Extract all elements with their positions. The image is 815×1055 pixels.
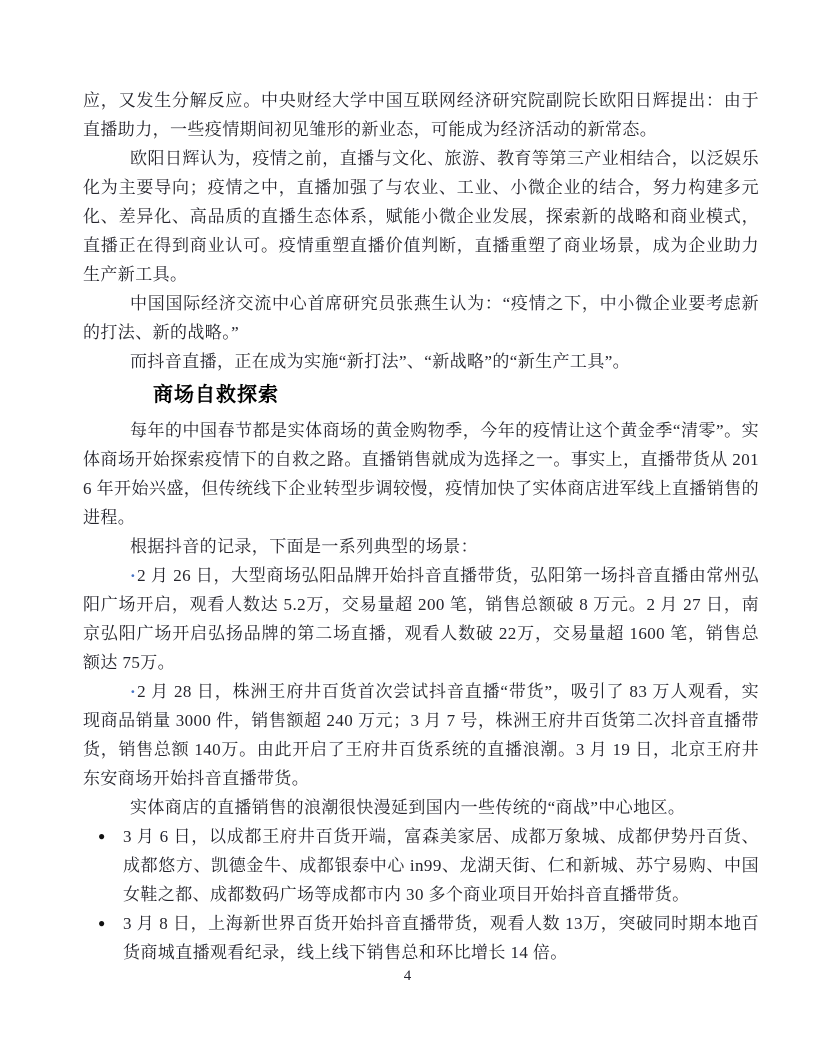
paragraph: 根据抖音的记录，下面是一系列典型的场景： (130, 537, 478, 556)
bullet-item (83, 677, 759, 793)
disc-bullet-icon: ● (98, 916, 106, 930)
bullet-text: 3 月 8 日，上海新世界百货开始抖音直播带货，观看人数 13万，突破同时期本地百货商城直播观看纪录，线上线下销售总和环比增长 14 倍。 (123, 914, 759, 962)
section-heading: 商场自救探索 (153, 384, 279, 406)
document-body (83, 86, 759, 967)
bullet-text: 2 月 28 日，株洲王府井百货首次尝试抖音直播“带货”，吸引了 83 万人观看，实现商品销量 3000 件，销售额超 240 万元；3 月 7 号，株洲王府井百货第二次抖音直播带货，销售总额 140万。由此开启了王府井百货系统的直播浪潮。3 月 19 日，北京王府井东安商场开始抖音直播带货。 (83, 682, 759, 788)
paragraph: 应，又发生分解反应。中央财经大学中国互联网经济研究院副院长欧阳日辉提出：由于直播助力，一些疫情期间初见雏形的新业态，可能成为经济活动的新常态。 (83, 91, 759, 139)
paragraph: 欧阳日辉认为，疫情之前，直播与文化、旅游、教育等第三产业相结合，以泛娱乐化为主要导向；疫情之中，直播加强了与农业、工业、小微企业的结合，努力构建多元化、差异化、高品质的直播生态体系，赋能小微企业发展，探索新的战略和商业模式，直播正在得到商业认可。疫情重塑直播价值判断，直播重塑了商业场景，成为企业助力生产新工具。 (83, 149, 759, 284)
paragraph: 而抖音直播，正在成为实施“新打法”、“新战略”的“新生产工具”。 (130, 352, 631, 371)
paragraph: 每年的中国春节都是实体商场的黄金购物季，今年的疫情让这个黄金季“清零”。实体商场开始探索疫情下的自救之路。直播销售就成为选择之一。事实上，直播带货从 2016 年开始兴盛，但传统线下企业转型步调较慢，疫情加快了实体商店进军线上直播销售的进程。 (83, 421, 759, 527)
bullet-item (83, 822, 759, 909)
bullet-text: 3 月 6 日，以成都王府井百货开端，富森美家居、成都万象城、成都伊势丹百货、成都悠方、凯德金牛、成都银泰中心 in99、龙湖天街、仁和新城、苏宁易购、中国女鞋之都、成都数码广场等成都市内 30 多个商业项目开始抖音直播带货。 (123, 827, 759, 904)
dot-bullet-icon: · (130, 566, 137, 585)
dot-bullet-icon: · (130, 682, 137, 701)
bullet-item (83, 909, 759, 967)
page-number: 4 (403, 968, 412, 984)
bullet-text: 2 月 26 日，大型商场弘阳品牌开始抖音直播带货，弘阳第一场抖音直播由常州弘阳广场开启，观看人数达 5.2万，交易量超 200 笔，销售总额破 8 万元。2 月 27 日，南京弘阳广场开启弘扬品牌的第二场直播，观看人数破 22万，交易量超 1600 笔，销售总额达 75万。 (83, 566, 759, 672)
disc-bullet-icon: ● (98, 829, 106, 843)
bullet-item (83, 561, 759, 677)
paragraph: 实体商店的直播销售的浪潮很快漫延到国内一些传统的“商战”中心地区。 (130, 798, 686, 817)
paragraph: 中国国际经济交流中心首席研究员张燕生认为：“疫情之下，中小微企业要考虑新的打法、新的战略。” (83, 294, 759, 342)
